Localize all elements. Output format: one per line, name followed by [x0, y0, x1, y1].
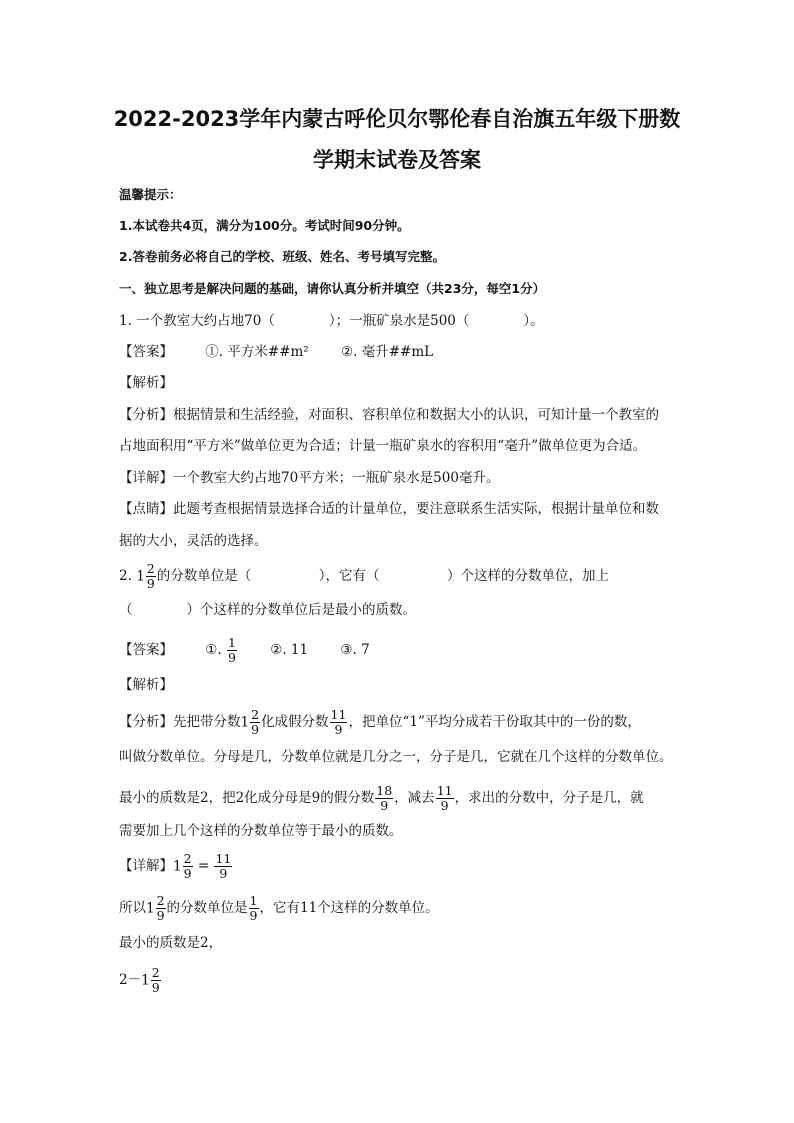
frac-numerator: 2 — [251, 707, 260, 722]
frac-denominator: 9 — [219, 866, 228, 881]
frac-numerator: 2 — [146, 561, 155, 576]
frac-denominator: 9 — [380, 798, 389, 813]
q1-fenxi-1 — [119, 405, 659, 425]
fraction-18-9 — [375, 784, 393, 813]
q2-fenxi-a3: ，把单位“1”平均分成若干份取其中的一份的数， — [348, 714, 641, 730]
q2-mixed-fraction — [136, 562, 157, 591]
frac-denominator: 9 — [151, 980, 160, 995]
q2-detail — [119, 852, 233, 881]
fenxi-label: 【分析】 — [119, 407, 173, 423]
q1-answer-b: ②. 毫升##mL — [341, 344, 434, 360]
q2-fenxi-line-3 — [119, 784, 644, 813]
q1-answer-a: ①. 平方米##m² — [205, 344, 309, 360]
q2-so-a: 所以 — [119, 900, 146, 916]
fenxi-label: 【分析】 — [119, 714, 173, 730]
mixed-whole: 1 — [136, 568, 145, 585]
answer-label: 【答案】 — [119, 344, 173, 360]
q2-answer-3: ③. 7 — [340, 642, 370, 658]
q2-question-line-2: （ ）个这样的分数单位后是最小的质数。 — [119, 602, 416, 618]
q2-minus-expr: 2－ — [119, 972, 142, 988]
q1-comment-text-1: 此题考查根据情景选择合适的计量单位，要注意联系生活实际，根据计量单位和数 — [173, 501, 659, 517]
q2-fenxi-line-1 — [119, 708, 641, 737]
q2-answer-1-fraction — [227, 636, 237, 665]
q2-minus-expression — [119, 966, 162, 995]
frac-numerator: 1 — [228, 635, 236, 650]
improper-fraction — [330, 708, 348, 737]
mixed-whole: 1 — [240, 714, 250, 731]
answer-label: 【答案】 — [119, 642, 173, 658]
detail-label: 【详解】 — [119, 858, 173, 874]
improper-fraction — [214, 852, 232, 881]
q2-so-c: ，它有11个这样的分数单位。 — [259, 900, 439, 916]
q1-comment-2: 据的大小，灵活的选择。 — [119, 533, 268, 549]
q1-fenxi-text-1: 根据情景和生活经验，对面积、容积单位和数据大小的认识，可知计量一个教室的 — [173, 407, 659, 423]
frac-denominator: 9 — [249, 908, 258, 923]
frac-denominator: 9 — [183, 866, 192, 881]
q2-fenxi-c1: 最小的质数是2，把2化成分母是9的假分数 — [119, 790, 375, 806]
q2-so-line — [119, 894, 439, 923]
frac-numerator: 2 — [151, 965, 160, 980]
frac-denominator: 9 — [334, 722, 343, 737]
comment-label: 【点睛】 — [119, 501, 173, 517]
q2-fenxi-c2: ，减去 — [394, 790, 435, 806]
section-1-heading: 一、独立思考是解决问题的基础，请你认真分析并填空（共23分，每空1分） — [119, 281, 546, 296]
mixed-fraction — [241, 708, 262, 737]
mixed-whole: 1 — [146, 900, 155, 917]
frac-numerator: 11 — [215, 851, 232, 866]
q2-fenxi-c3: ，求出的分数中，分子是几，就 — [454, 790, 644, 806]
q2-answer-2: ②. 11 — [270, 642, 309, 658]
frac-numerator: 2 — [183, 851, 192, 866]
q1-comment-1 — [119, 499, 659, 519]
mixed-fraction — [146, 894, 167, 923]
frac-numerator: 1 — [249, 893, 258, 908]
mixed-fraction — [141, 966, 162, 995]
tips-item-1: 1.本试卷共4页，满分为100分。考试时间90分钟。 — [119, 218, 410, 233]
q2-analysis-label: 【解析】 — [119, 677, 173, 693]
frac-numerator: 18 — [376, 783, 393, 798]
doc-title-line-1: 2022-2023学年内蒙古呼伦贝尔鄂伦春自治旗五年级下册数 — [113, 107, 681, 131]
q1-analysis-label: 【解析】 — [119, 375, 173, 391]
frac-denominator: 9 — [156, 908, 165, 923]
q1-detail-text: 一个教室大约占地70平方米；一瓶矿泉水是500毫升。 — [173, 470, 500, 486]
q1-detail — [119, 468, 499, 488]
q2-number: 2. — [119, 568, 132, 584]
tips-item-2: 2.答卷前务必将自己的学校、班级、姓名、考号填写完整。 — [119, 249, 445, 264]
q2-smallest-prime: 最小的质数是2， — [119, 935, 223, 951]
q2-answer — [119, 636, 370, 665]
frac-denominator: 9 — [440, 798, 449, 813]
detail-label: 【详解】 — [119, 470, 173, 486]
unit-fraction — [249, 894, 259, 923]
mixed-fraction — [173, 852, 194, 881]
q2-so-b: 的分数单位是 — [166, 900, 248, 916]
q1-question: 1. 一个教室大约占地70（ ）；一瓶矿泉水是500（ ）。 — [119, 313, 544, 329]
mixed-whole: 1 — [141, 972, 150, 989]
q2-fenxi-line-4: 需要加上几个这样的分数单位等于最小的质数。 — [119, 823, 403, 839]
mixed-whole: 1 — [173, 858, 182, 875]
frac-numerator: 11 — [330, 707, 347, 722]
q2-fenxi-line-2: 叫做分数单位。分母是几，分数单位就是几分之一，分子是几，它就在几个这样的分数单位。 — [119, 749, 673, 765]
q1-fenxi-2: 占地面积用“平方米”做单位更为合适；计量一瓶矿泉水的容积用“毫升”做单位更为合适。 — [119, 438, 647, 454]
frac-numerator: 2 — [156, 893, 165, 908]
doc-title-line-2: 学期末试卷及答案 — [313, 148, 481, 172]
q2-fenxi-a1: 先把带分数 — [173, 714, 241, 730]
frac-denominator: 9 — [146, 576, 155, 591]
frac-denominator: 9 — [228, 650, 236, 665]
tips-heading: 温馨提示： — [119, 187, 182, 202]
fraction-11-9 — [436, 784, 454, 813]
frac-denominator: 9 — [251, 722, 260, 737]
q2-text-a: 的分数单位是（ ），它有（ ）个这样的分数单位，加上 — [156, 568, 609, 584]
q1-answer — [119, 342, 433, 362]
q2-answer-1-prefix: ①. — [205, 642, 222, 658]
q2-fenxi-a2: 化成假分数 — [261, 714, 329, 730]
frac-numerator: 11 — [436, 783, 453, 798]
equals-sign: = — [197, 858, 210, 874]
q2-question-line-1 — [119, 562, 609, 591]
